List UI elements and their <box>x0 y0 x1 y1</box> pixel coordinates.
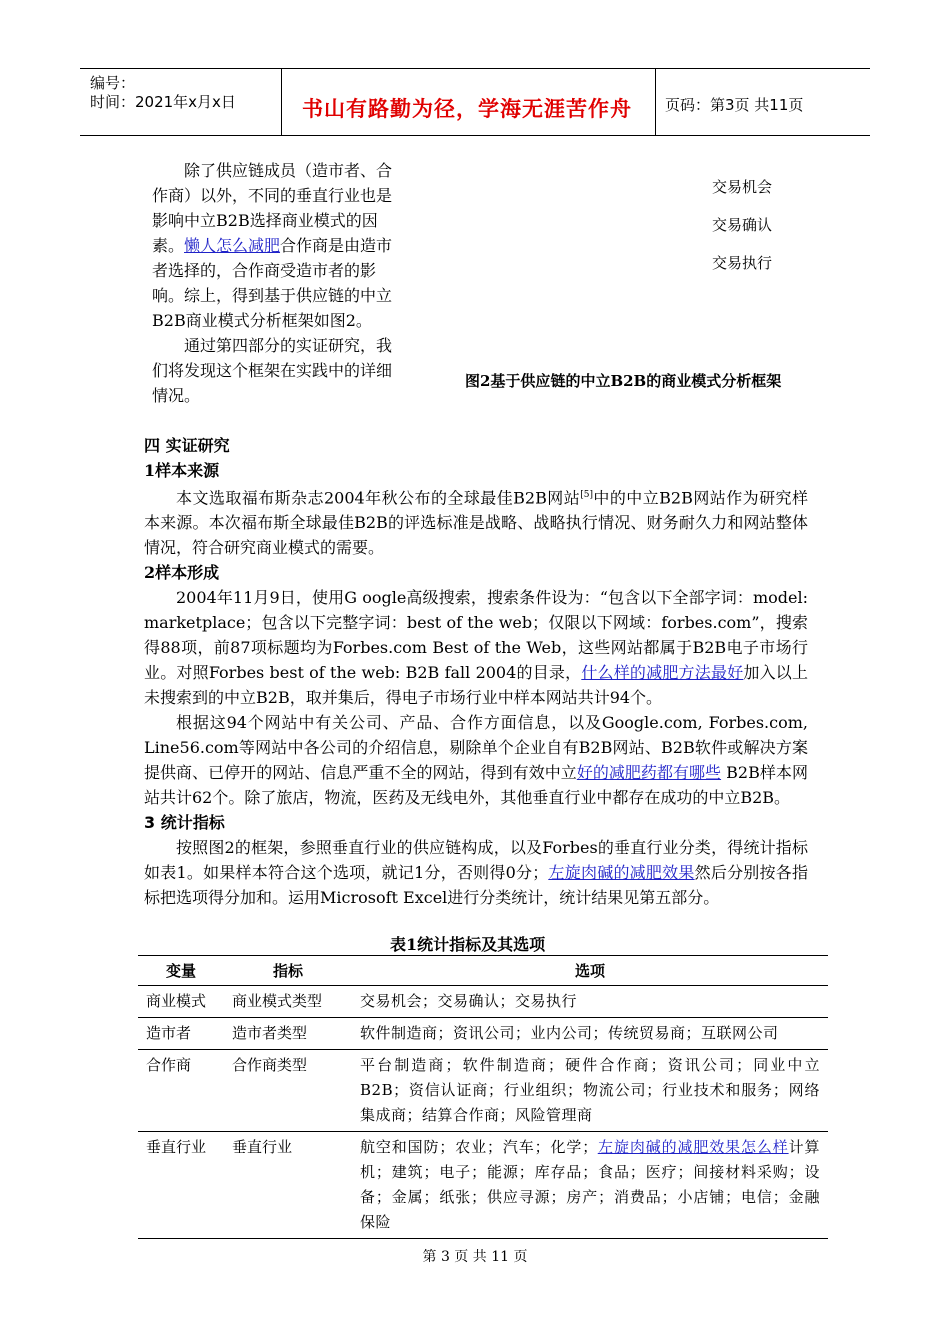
section-body <box>144 433 808 910</box>
left-para1-text-a: 除了供应链成员（造市者、合作商）以外，不同的垂直行业也是影响中立B2B选择商业模式的因素。 <box>152 161 393 255</box>
link-diet-pills[interactable]: 好的减肥药都有哪些 <box>576 763 722 783</box>
left-paragraph-1 <box>152 158 397 333</box>
flow-step-confirmation: 交易确认 <box>712 216 773 234</box>
subsection-2-para-2 <box>144 710 808 810</box>
s1-text-a: 本文选取福布斯杂志2004年秋公布的全球最佳B2B网站 <box>176 488 581 508</box>
page-footer: 第 3 页 共 11 页 <box>422 1249 528 1265</box>
left-para1-text-b: 合作商是由造市者选择的，合作商受造市者的影响。综上，得到基于供应链的中立B2B商业模式分析框架如图2。 <box>152 236 393 330</box>
cell-variable: 垂直行业 <box>138 1132 224 1239</box>
col-header-variable: 变量 <box>138 956 224 986</box>
header-motto: 书山有路勤为径，学海无涯苦作舟 <box>302 97 632 121</box>
cell-indicator: 垂直行业 <box>224 1132 352 1239</box>
cell-options: 软件制造商；资讯公司；业内公司；传统贸易商；互联网公司 <box>352 1018 828 1050</box>
cell-options: 交易机会；交易确认；交易执行 <box>352 986 828 1018</box>
subsection-3-text <box>144 835 808 910</box>
cell-options <box>352 1132 828 1239</box>
link-lazy-diet[interactable]: 懒人怎么减肥 <box>184 236 281 255</box>
subsection-3-heading: 3 统计指标 <box>144 813 225 833</box>
figure-caption: 图2基于供应链的中立B2B的商业模式分析框架 <box>465 372 782 390</box>
cell-variable: 造市者 <box>138 1018 224 1050</box>
left-paragraph-2: 通过第四部分的实证研究，我们将发现这个框架在实践中的详细情况。 <box>152 336 393 405</box>
header-divider-right <box>655 68 656 136</box>
table-caption: 表1统计指标及其选项 <box>390 935 546 954</box>
figure-flow <box>712 168 772 282</box>
cell-indicator: 合作商类型 <box>224 1050 352 1132</box>
table-header-row <box>138 956 828 986</box>
s1-text-b: 中的中立B2B网站作为研究样本来源。本次福布斯全球最佳B2B的评选标准是战略、战略执行情况、财务耐久力和网站整体情况，符合研究商业模式的需要。 <box>144 488 808 558</box>
cell-options: 平台制造商；软件制造商；硬件合作商；资讯公司；同业中立B2B；资信认证商；行业组织；物流公司；行业技术和服务；网络集成商；结算合作商；风险管理商 <box>352 1050 828 1132</box>
flow-step-opportunity: 交易机会 <box>712 178 773 196</box>
cell-options-text-b: 计算机；建筑；电子；能源；库存品；食品；医疗；间接材料采购；设备；金属；纸张；供应寻源；房产；消费品；小店铺；电信；金融保险 <box>360 1138 820 1231</box>
subsection-1-text <box>144 483 808 560</box>
header-page-number: 页码：第3页 共11页 <box>665 96 804 114</box>
link-carnitine-effect[interactable]: 左旋肉碱的减肥效果怎么样 <box>597 1138 789 1156</box>
cell-variable: 商业模式 <box>138 986 224 1018</box>
s2-p2-text-a: 根据这94个网站中有关公司、产品、合作方面信息，以及Google.com, Forbes.com, Line56.com等网站中各公司的介绍信息，剔除单个企业自有B2B网站、B2B软件或解决方案提供商、已停开的网站、信息严重不全的网站，得到有效中立 <box>144 713 808 783</box>
header-divider-left <box>281 68 282 136</box>
header-time: 时间：2021年x月x日 <box>90 93 236 111</box>
table-row <box>138 1018 828 1050</box>
s2-p1-text-b: 加入以上未搜索到的中立B2B，取并集后，得电子市场行业中样本网站共计94个。 <box>144 663 808 708</box>
table-row <box>138 1132 828 1239</box>
citation-ref: [5] <box>580 490 593 500</box>
indicator-table <box>138 955 828 1239</box>
s3-text-a: 按照图2的框架，参照垂直行业的供应链构成，以及Forbes的垂直行业分类，得统计指标如表1。如果样本符合这个选项，就记1分，否则得0分； <box>144 838 808 883</box>
subsection-1-heading: 1样本来源 <box>144 461 220 480</box>
cell-variable: 合作商 <box>138 1050 224 1132</box>
table-row <box>138 986 828 1018</box>
subsection-2-heading: 2样本形成 <box>144 563 220 583</box>
cell-indicator: 造市者类型 <box>224 1018 352 1050</box>
header-bottom-rule <box>80 135 870 136</box>
table-row <box>138 1050 828 1132</box>
link-best-diet[interactable]: 什么样的减肥方法最好 <box>581 663 744 683</box>
cell-indicator: 商业模式类型 <box>224 986 352 1018</box>
left-column <box>152 158 397 408</box>
header-top-rule <box>80 68 870 69</box>
col-header-options: 选项 <box>352 956 828 986</box>
flow-step-execution: 交易执行 <box>712 254 773 272</box>
s2-p1-text-a: 2004年11月9日，使用G oogle高级搜索，搜索条件设为：“包含以下全部字词：model: marketplace；包含以下完整字词：best of the web；仅限以下网域：forbes.com”，搜索得88项，前87项标题均为Forbes.com Best of the Web，这些网站都属于B2B电子市场行业。对照Forbes best of the web: B2B fall 2004的目录， <box>144 588 808 683</box>
section-heading: 四 实证研究 <box>144 436 230 455</box>
subsection-2-para-1 <box>144 585 808 710</box>
s3-text-b: 然后分别按各指标把选项得分加和。运用Microsoft Excel进行分类统计，统计结果见第五部分。 <box>144 863 808 908</box>
header-code: 编号： <box>90 74 136 92</box>
link-carnitine[interactable]: 左旋肉碱的减肥效果 <box>548 863 695 883</box>
s2-p2-text-b: B2B样本网站共计62个。除了旅店，物流，医药及无线电外，其他垂直行业中都存在成功的中立B2B。 <box>144 763 808 808</box>
cell-options-text-a: 航空和国防；农业；汽车；化学； <box>360 1138 598 1156</box>
col-header-indicator: 指标 <box>224 956 352 986</box>
